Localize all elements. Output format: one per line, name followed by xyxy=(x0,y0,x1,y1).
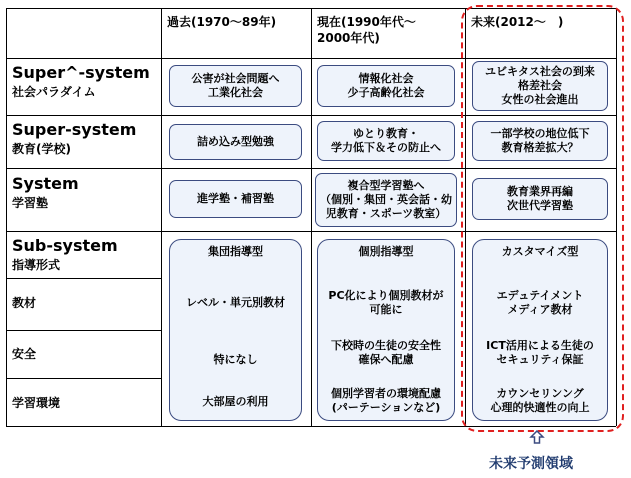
cell-juku-past xyxy=(169,180,302,218)
column-header-past: 過去(1970～89年) xyxy=(167,15,277,29)
cell-text: 下校時の生徒の安全性 xyxy=(331,339,441,352)
row-title-sub-system: Sub-system xyxy=(12,236,118,255)
cell-text: ゆとり教育・ xyxy=(353,127,419,140)
cell-text: 少子高齢化社会 xyxy=(347,86,425,99)
cell-text: （個別・集団・英会話・幼 xyxy=(320,193,452,206)
grid-line-v xyxy=(6,8,7,426)
cell-text: 個別学習者の環境配慮 xyxy=(331,387,441,400)
cell-text: (パーテーションなど) xyxy=(331,401,441,414)
safety-present xyxy=(317,336,455,370)
column-header-present-line2: 2000年代) xyxy=(317,31,380,45)
environment-past xyxy=(169,386,302,418)
cell-text: 可能に xyxy=(369,303,403,316)
cell-text: ICT活用による生徒の xyxy=(486,339,594,352)
future-region-label: 未来予測領域 xyxy=(489,456,573,472)
grid-line xyxy=(6,278,161,279)
cell-text: 一部学校の地位低下 xyxy=(490,127,590,140)
cell-text: セキュリティ保証 xyxy=(496,353,584,366)
cell-text: 学力低下＆その防止へ xyxy=(331,141,441,154)
teaching-style-past: 集団指導型 xyxy=(208,245,263,258)
row-title-super-system: Super-system xyxy=(12,120,137,139)
cell-text: PC化により個別教材が xyxy=(328,289,444,302)
up-arrow-icon xyxy=(529,430,545,444)
cell-text: 進学塾・補習塾 xyxy=(197,192,274,205)
teaching-style-future: カスタマイズ型 xyxy=(501,245,579,258)
cell-text: 教育格差拡大？ xyxy=(501,141,579,154)
materials-present xyxy=(317,286,455,320)
cell-school-present xyxy=(317,121,455,161)
row-sub-juku: 学習塾 xyxy=(12,196,49,210)
grid-line-v xyxy=(161,8,162,426)
row-title-super-system-up: Super^-system xyxy=(12,63,150,82)
item-label-safety: 安全 xyxy=(12,347,37,361)
row-title-system: System xyxy=(12,174,79,193)
teaching-style-present: 個別指導型 xyxy=(358,245,414,258)
row-sub-paradigm: 社会パラダイム xyxy=(12,85,96,99)
cell-text: 次世代学習塾 xyxy=(507,199,573,212)
item-label-environment: 学習環境 xyxy=(12,396,61,410)
cell-paradigm-past xyxy=(169,65,302,107)
cell-school-past xyxy=(169,124,302,160)
cell-text: 情報化社会 xyxy=(358,72,414,85)
cell-text: 児教育・スポーツ教室） xyxy=(325,207,447,220)
safety-past xyxy=(169,346,302,374)
cell-text: 詰め込み型勉強 xyxy=(197,135,274,148)
grid-line-v xyxy=(311,8,312,426)
cell-text: 確保へ配慮 xyxy=(358,353,414,366)
column-header-future: 未来(2012～ ) xyxy=(471,15,564,29)
cell-text: 女性の社会進出 xyxy=(501,93,579,106)
cell-juku-present xyxy=(315,173,457,227)
materials-past xyxy=(169,286,302,320)
cell-text: 格差社会 xyxy=(518,79,562,92)
future-region-outline xyxy=(461,5,624,432)
cell-text: 教育業界再編 xyxy=(507,185,573,198)
row-sub-school: 教育(学校) xyxy=(12,142,71,156)
cell-text: エデュテイメント xyxy=(496,289,584,302)
grid-line xyxy=(6,330,161,331)
cell-text: カウンセリンング xyxy=(496,387,584,400)
cell-text: メディア教材 xyxy=(507,303,573,316)
cell-text: 特になし xyxy=(213,353,258,366)
environment-present xyxy=(317,384,455,418)
cell-text: 心理的快適性の向上 xyxy=(490,401,590,414)
cell-text: 工業化社会 xyxy=(208,86,263,99)
cell-text: レベル・単元別教材 xyxy=(186,296,285,309)
cell-text: 複合型学習塾へ xyxy=(347,179,425,192)
row-sub-teaching-style: 指導形式 xyxy=(12,258,61,272)
item-label-materials: 教材 xyxy=(12,296,37,310)
column-header-present-line1: 現在(1990年代～ xyxy=(317,15,416,29)
cell-paradigm-present xyxy=(317,65,455,107)
grid-line xyxy=(6,378,161,379)
cell-text: 大部屋の利用 xyxy=(202,395,269,408)
cell-text: ユビキタス社会の到来 xyxy=(485,65,595,78)
cell-text: 公害が社会問題へ xyxy=(191,72,280,85)
column-header-present xyxy=(317,14,416,46)
